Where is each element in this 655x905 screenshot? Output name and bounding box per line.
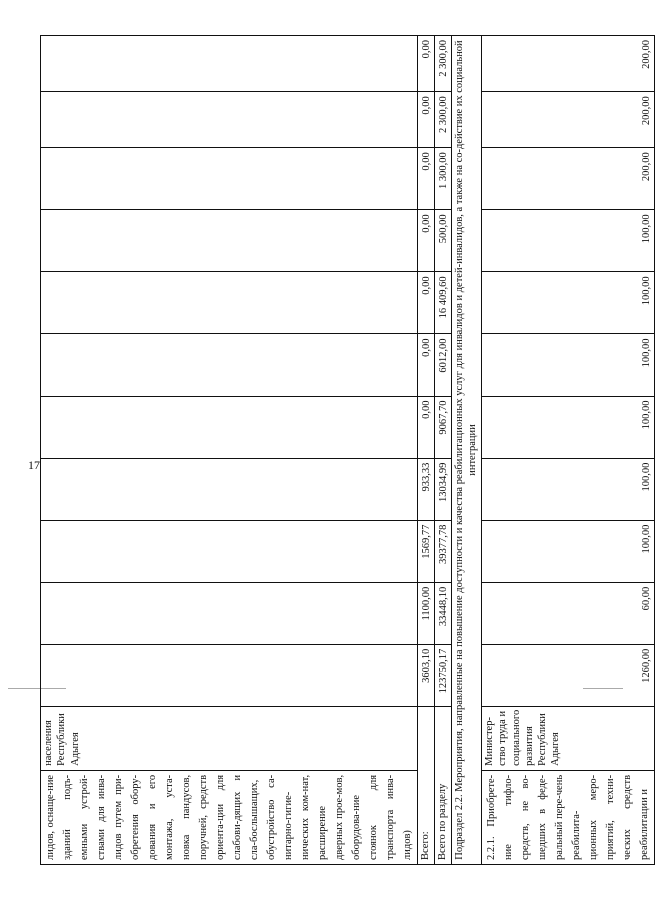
- value-cell: [41, 148, 418, 210]
- section-total-value: 123750,17: [435, 644, 452, 706]
- value-cell: [41, 272, 418, 334]
- value-cell: 60,00: [482, 582, 655, 644]
- section-total-value: 16 409,60: [435, 272, 452, 334]
- total-value: 933,33: [418, 458, 435, 520]
- total-value: 0,00: [418, 210, 435, 272]
- section-total-value: 1 300,00: [435, 148, 452, 210]
- measure-description: 2.2.1. Приобрете-ние тифло-средств, не во-шедших в феде-ральный пере-чень реабилита-ционных меро-приятий, техни-ческих средств реабилитации и: [482, 770, 655, 864]
- table-row-continued: [41, 36, 418, 865]
- section-total-value: 13034,99: [435, 458, 452, 520]
- total-value: 3603,10: [418, 644, 435, 706]
- section-total-value: 39377,78: [435, 520, 452, 582]
- rotated-table-wrapper: [40, 35, 652, 865]
- total-label: Всего:: [418, 706, 435, 864]
- section-total-label: Всего по разделу: [435, 706, 452, 864]
- measure-description: лидов, оснаще-ние зданий подъ-емными устрой-ствами для инва-лидов путем при-обретения обору-дования и его монтажа, уста-новка пандусов, поручней, средств ориента-ции для слабови-дящих и сла-бослышащих, обустройство са-нитарно-гигие-нических ком-нат, расширение дверных прое-мов, оборудова-ние стоянок для транспорта инва-лидов): [41, 770, 418, 864]
- subsection-heading: Подраздел 2.2. Мероприятия, направленные на повышение доступности и качества реабилитационных услуг для инвалидов и детей-инвалидов, а также на со-действие их социальной интеграции: [452, 36, 482, 865]
- value-cell: [41, 644, 418, 706]
- value-cell: 100,00: [482, 458, 655, 520]
- table-row-section-total: [435, 36, 452, 865]
- value-cell: [41, 92, 418, 148]
- page-number: 17: [28, 458, 40, 472]
- total-value: 1569,77: [418, 520, 435, 582]
- total-value: 0,00: [418, 334, 435, 396]
- value-cell: 100,00: [482, 272, 655, 334]
- total-value: 0,00: [418, 272, 435, 334]
- value-cell: [41, 396, 418, 458]
- value-cell: [41, 458, 418, 520]
- value-cell: 100,00: [482, 520, 655, 582]
- value-cell: 200,00: [482, 36, 655, 92]
- total-value: 0,00: [418, 148, 435, 210]
- value-cell: [41, 582, 418, 644]
- value-cell: [41, 520, 418, 582]
- table-row-item: [482, 36, 655, 865]
- total-value: 0,00: [418, 92, 435, 148]
- value-cell: [41, 210, 418, 272]
- table-row-total: [418, 36, 435, 865]
- section-total-value: 33448,10: [435, 582, 452, 644]
- section-total-value: 6012,00: [435, 334, 452, 396]
- value-cell: 100,00: [482, 210, 655, 272]
- section-total-value: 2 300,00: [435, 92, 452, 148]
- table-row-subsection: [452, 36, 482, 865]
- total-value: 0,00: [418, 36, 435, 92]
- value-cell: 100,00: [482, 334, 655, 396]
- value-cell: 200,00: [482, 148, 655, 210]
- section-total-value: 9067,70: [435, 396, 452, 458]
- section-total-value: 2 300,00: [435, 36, 452, 92]
- budget-table: [40, 35, 655, 865]
- value-cell: [41, 36, 418, 92]
- executor-cell: населения Республики Адыгея: [41, 706, 418, 770]
- value-cell: 200,00: [482, 92, 655, 148]
- value-cell: [41, 334, 418, 396]
- section-total-value: 500,00: [435, 210, 452, 272]
- value-cell: 100,00: [482, 396, 655, 458]
- executor-cell: Министер-ство труда и социального развития Республики Адыгея: [482, 706, 655, 770]
- total-value: 1100,00: [418, 582, 435, 644]
- total-value: 0,00: [418, 396, 435, 458]
- value-cell: 1260,00: [482, 644, 655, 706]
